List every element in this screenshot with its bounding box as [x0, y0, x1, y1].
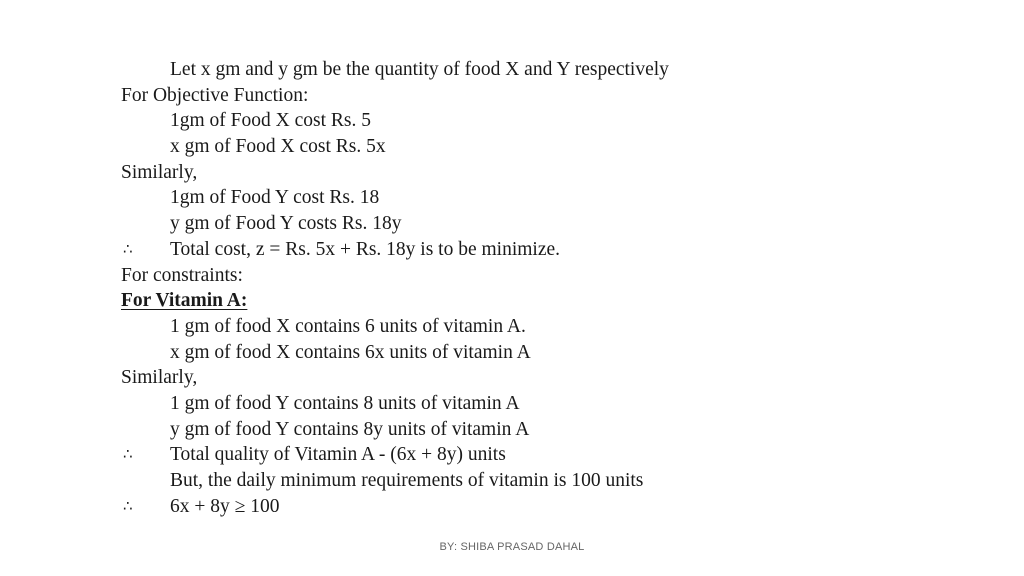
therefore-line: [121, 237, 921, 263]
section-heading: [121, 288, 921, 314]
text-line: Total cost, z = Rs. 5x + Rs. 18y is to be minimize.: [170, 238, 561, 260]
document-body: [121, 57, 921, 519]
text-line: x gm of food X contains 6x units of vitamin A: [170, 341, 531, 363]
text-line: 1gm of Food Y cost Rs. 18: [170, 187, 380, 209]
text-line: Similarly,: [121, 161, 198, 183]
text-line: Let x gm and y gm be the quantity of food X and Y respectively: [170, 59, 669, 80]
text-line: For constraints:: [121, 264, 243, 286]
therefore-symbol: ∴: [123, 445, 133, 464]
text-line: For Objective Function:: [121, 84, 309, 106]
therefore-line: [121, 442, 921, 468]
text-line: y gm of food Y contains 8y units of vitamin A: [170, 418, 530, 440]
text-line: 1gm of Food X cost Rs. 5: [170, 110, 371, 132]
text-line: Total quality of Vitamin A - (6x + 8y) units: [170, 444, 506, 466]
text-line: y gm of Food Y costs Rs. 18y: [170, 213, 402, 235]
text-line: 1 gm of food Y contains 8 units of vitamin A: [170, 392, 520, 414]
therefore-symbol: ∴: [123, 239, 133, 258]
heading-text: For Vitamin A:: [121, 290, 248, 312]
text-line: 1 gm of food X contains 6 units of vitamin A.: [170, 315, 526, 337]
text-line: Similarly,: [121, 367, 198, 389]
therefore-line: [121, 494, 921, 520]
text-line: 6x + 8y ≥ 100: [170, 495, 280, 517]
text-line: But, the daily minimum requirements of vitamin is 100 units: [170, 470, 644, 491]
therefore-symbol: ∴: [123, 496, 133, 515]
footer-credit: BY: SHIBA PRASAD DAHAL: [439, 541, 585, 553]
text-line: x gm of Food X cost Rs. 5x: [170, 136, 386, 158]
